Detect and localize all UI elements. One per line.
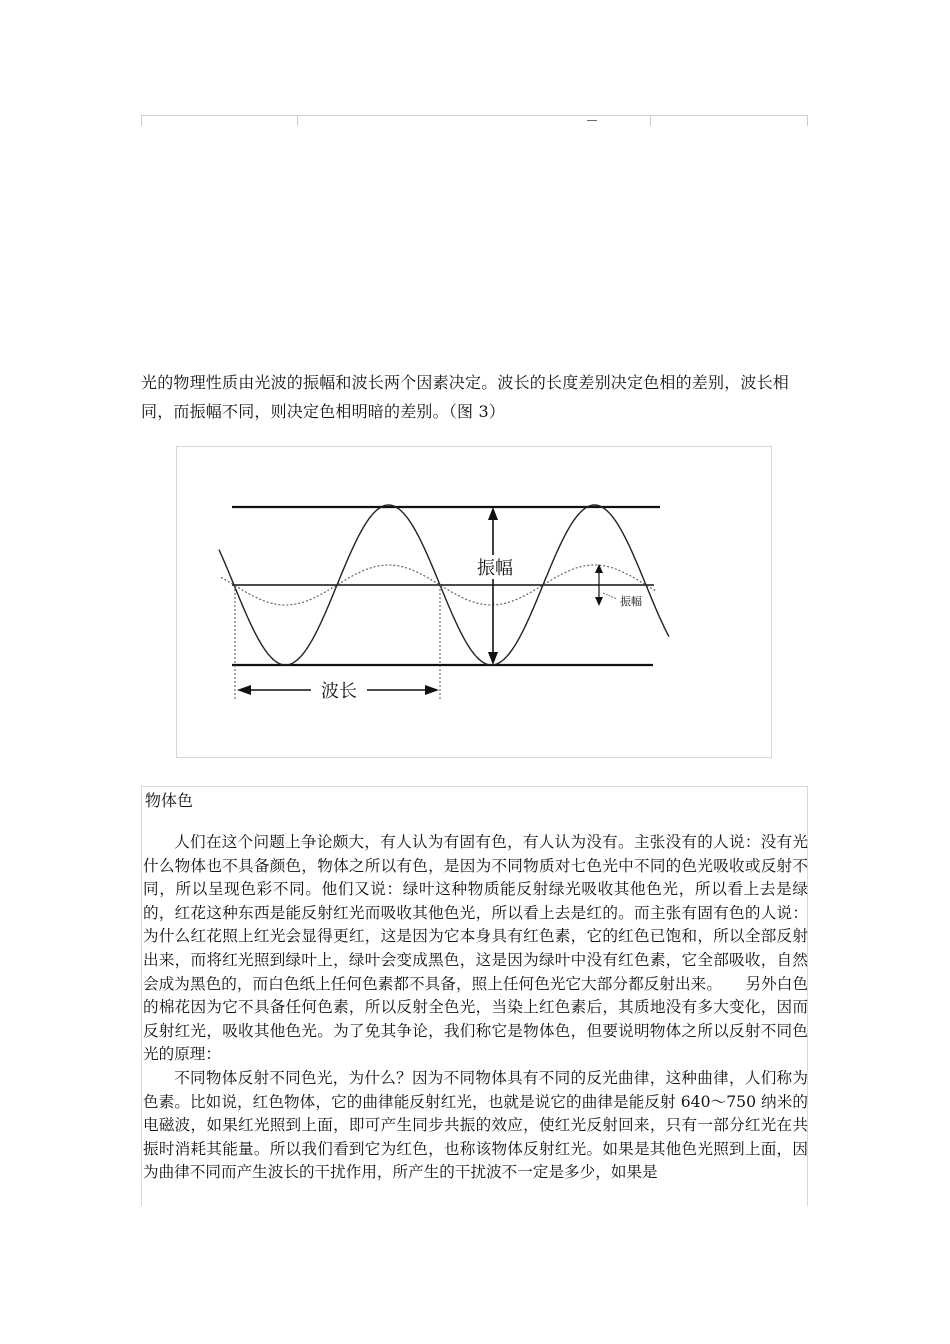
small-arrowhead-bottom <box>595 597 603 606</box>
small-label-leader <box>603 593 617 599</box>
rule-tick <box>807 116 808 126</box>
article-paragraph: 人们在这个问题上争论颇大，有人认为有固有色，有人认为没有。主张没有的人说：没有光什么物体也不具备颜色，物体之所以有色，是因为不同物质对七色光中不同的色光吸收或反射不同，所以呈现色彩不同。他们又说：绿叶这种物质能反射绿光吸收其他色光，所以看上去是绿的，红花这种东西是能反射红光而吸收其他色光，所以看上去是红的。而主张有固有色的人说：为什么红花照上红光会显得更红，这是因为它本身具有红色素，它的红色已饱和，所以全部反射出来，而将红光照到绿叶上，绿叶会变成黑色，这是因为绿叶中没有红色素，它全部吸收，自然会成为黑色的，而白色纸上任何色素都不具备，照上任何色光它大部分都反射出来。 另外白色的棉花因为它不具备任何色素，所以反射全色光，当染上红色素后，其质地没有多大变化，因而反射红光，吸收其他色光。为了免其争论，我们称它是物体色，但要说明物体之所以反射不同色光的原理： <box>143 833 808 1064</box>
intro-paragraph: 光的物理性质由光波的振幅和波长两个因素决定。波长的长度差别决定色相的差别，波长相同，而振幅不同，则决定色相明暗的差别。（图 3） <box>141 373 790 421</box>
amplitude-arrowhead-top <box>488 507 498 520</box>
article-paragraph: 不同物体反射不同色光，为什么？因为不同物体具有不同的反光曲律，这种曲律，人们称为色素。比如说，红色物体，它的曲律能反射红光，也就是说它的曲律是能反射 640～750 纳米的电磁波，如果红光照到上面，即可产生同步共振的效应，使红光反射回来，只有一部分红光在共振时消耗其能量。所以我们看到它为红色，也称该物体反射红光。如果是其他色光照到上面，因为曲律不同而产生波长的干扰作用，所产生的干扰波不一定是多少，如果是 <box>143 1068 808 1182</box>
rule-tick <box>141 116 142 126</box>
amplitude-label: 振幅 <box>477 558 513 579</box>
small-amplitude-label: 振幅 <box>620 595 642 608</box>
wavelength-arrowhead-right <box>425 685 439 695</box>
amplitude-arrowhead-bottom <box>488 652 498 665</box>
header-rule <box>141 115 808 126</box>
article-body <box>143 831 808 1185</box>
article-title: 物体色 <box>145 791 194 810</box>
header-mark <box>587 120 597 121</box>
wave-figure <box>176 446 772 758</box>
wavelength-label: 波长 <box>321 681 357 702</box>
wave-diagram <box>177 447 773 759</box>
rule-tick <box>650 116 651 126</box>
wavelength-arrowhead-left <box>237 685 251 695</box>
rule-tick <box>297 116 298 126</box>
